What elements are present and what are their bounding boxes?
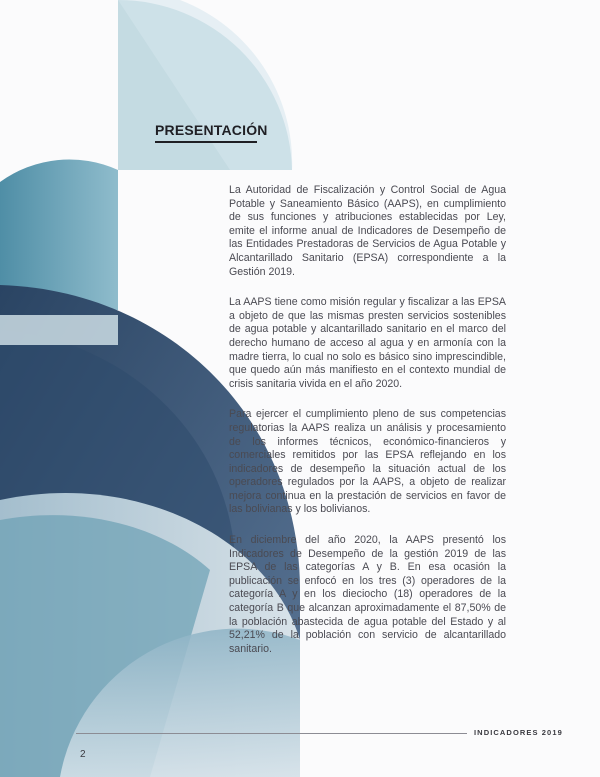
paragraph-3: Para ejercer el cumplimiento pleno de sus competencias regulatorias la AAPS realiza un análisis y procesamiento de los informes técnicos, económico-financieros y comerciales remitidos por las EPSA reflejando en los indicadores de desempeño la situación actual de los operadores regulados por la AAPS, a objeto de realizar mejora continua en la prestación de servicios en favor de las bolivianas y los bolivianos.: [229, 408, 506, 516]
left-pale-strip: [0, 315, 118, 345]
paragraph-2: La AAPS tiene como misión regular y fiscalizar a las EPSA a objeto de que las mismas presten servicios sostenibles de agua potable y alcantarillado sanitario en el marco del derecho humano de acceso al agua y en armonía con la madre tierra, lo cual no solo es básico sino imprescindible, que quedo aún más manifiesto en el contexto mundial de crisis sanitaria vivida en el año 2020.: [229, 296, 506, 390]
title-underline: [155, 141, 257, 143]
footer-divider: [76, 733, 467, 734]
paragraph-4: En diciembre del año 2020, la AAPS presentó los Indicadores de Desempeño de la gestión 2019 de las EPSA de las categorías A y B. En esa ocasión la publicación se enfocó en los tres (3) operadores de la categoría A y en los dieciocho (18) operadores de la categoría B que alcanzan aproximadamente el 87,50% de la población abastecida de agua potable del Estado y al 52,21% de la población con servicio de alcantarillado sanitario.: [229, 534, 506, 655]
page-title: PRESENTACIÓN: [155, 122, 268, 138]
body-text: [229, 184, 506, 673]
paragraph-1: La Autoridad de Fiscalización y Control Social de Agua Potable y Saneamiento Básico (AAPS), en cumplimiento de sus funciones y atribuciones establecidas por Ley, emite el informe anual de Indicadores de Desempeño de las Entidades Prestadoras de Servicios de Agua Potable y Alcantarillado Sanitario (EPSA) correspondiente a la Gestión 2019.: [229, 184, 506, 278]
page-number: 2: [80, 749, 86, 760]
footer-label: INDICADORES 2019: [474, 728, 563, 737]
